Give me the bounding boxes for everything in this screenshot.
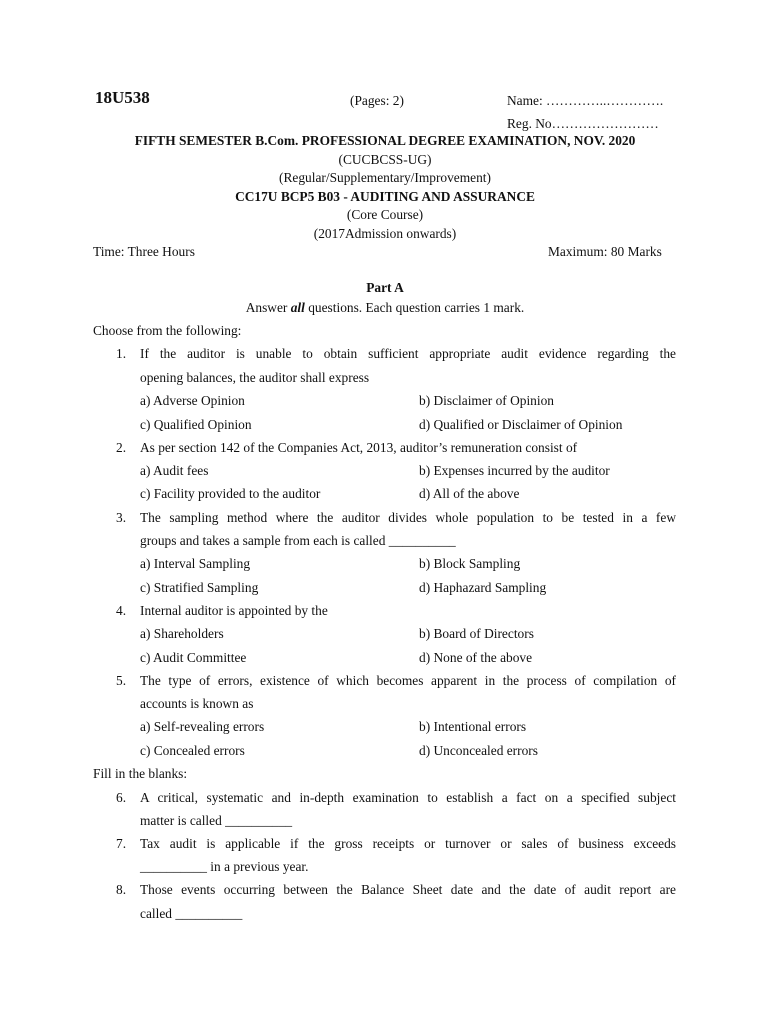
question-text: Those events occurring between the Balance Sheet date and the date of audit report are: [140, 882, 676, 897]
question-text: Tax audit is applicable if the gross receipts or turnover or sales of business exceeds: [140, 836, 676, 851]
question-number: 7.: [116, 836, 127, 851]
question-text-cont: groups and takes a sample from each is called __________: [140, 533, 456, 548]
option-b: b) Block Sampling: [419, 556, 521, 571]
instruction-pre: Answer: [245, 300, 291, 315]
question-number: 3.: [116, 510, 127, 525]
exam-scheme: (CUCBCSS-UG): [338, 152, 432, 167]
course-title: CC17U BCP5 B03 - AUDITING AND ASSURANCE: [235, 189, 535, 204]
option-b: b) Intentional errors: [419, 719, 527, 734]
option-c: c) Facility provided to the auditor: [140, 486, 321, 501]
question-text-cont: accounts is known as: [140, 696, 254, 711]
option-c: c) Audit Committee: [140, 650, 247, 665]
question-text-cont: matter is called __________: [140, 813, 293, 828]
option-a: a) Adverse Opinion: [140, 393, 245, 408]
time-allowed: Time: Three Hours: [93, 244, 195, 259]
option-d: d) Qualified or Disclaimer of Opinion: [419, 417, 623, 432]
part-instruction: [0, 300, 770, 316]
part-title: Part A: [366, 280, 404, 295]
instruction-post: questions. Each question carries 1 mark.: [304, 300, 525, 315]
instruction-emphasis: all: [290, 300, 305, 315]
option-c: c) Stratified Sampling: [140, 580, 259, 595]
question-number: 6.: [116, 790, 127, 805]
question-number: 4.: [116, 603, 127, 618]
option-a: a) Interval Sampling: [140, 556, 251, 571]
reg-no-field: Reg. No……………………: [507, 116, 659, 131]
option-d: d) All of the above: [419, 486, 520, 501]
question-number: 2.: [116, 440, 127, 455]
exam-type: (Regular/Supplementary/Improvement): [279, 170, 491, 185]
question-text: The type of errors, existence of which becomes apparent in the process of compilation of: [140, 673, 676, 688]
exam-title: FIFTH SEMESTER B.Com. PROFESSIONAL DEGREE EXAMINATION, NOV. 2020: [134, 133, 636, 148]
option-c: c) Concealed errors: [140, 743, 245, 758]
option-b: b) Disclaimer of Opinion: [419, 393, 554, 408]
option-a: a) Shareholders: [140, 626, 224, 641]
option-b: b) Expenses incurred by the auditor: [419, 463, 610, 478]
question-text: Internal auditor is appointed by the: [140, 603, 328, 618]
page-count: (Pages: 2): [350, 93, 404, 108]
admission-year: (2017Admission onwards): [313, 226, 457, 241]
maximum-marks: Maximum: 80 Marks: [548, 244, 662, 259]
question-text: If the auditor is unable to obtain sufficient appropriate audit evidence regarding the: [140, 346, 676, 361]
question-number: 1.: [116, 346, 127, 361]
question-number: 8.: [116, 882, 127, 897]
choose-heading: Choose from the following:: [93, 323, 242, 338]
question-text-cont: __________ in a previous year.: [140, 859, 309, 874]
question-text: As per section 142 of the Companies Act, 2013, auditor’s remuneration consist of: [140, 440, 578, 455]
option-d: d) Unconcealed errors: [419, 743, 538, 758]
option-d: d) Haphazard Sampling: [419, 580, 547, 595]
question-text: The sampling method where the auditor divides whole population to be tested in a few: [140, 510, 676, 525]
question-text-cont: opening balances, the auditor shall express: [140, 370, 370, 385]
option-d: d) None of the above: [419, 650, 533, 665]
option-a: a) Audit fees: [140, 463, 209, 478]
option-a: a) Self-revealing errors: [140, 719, 265, 734]
question-text-cont: called __________: [140, 906, 243, 921]
question-number: 5.: [116, 673, 127, 688]
question-text: A critical, systematic and in-depth examination to establish a fact on a specified subject: [140, 790, 676, 805]
name-field: Name: …………..………….: [507, 93, 664, 108]
course-type: (Core Course): [346, 207, 424, 222]
paper-code: 18U538: [95, 88, 150, 107]
option-b: b) Board of Directors: [419, 626, 534, 641]
option-c: c) Qualified Opinion: [140, 417, 252, 432]
fill-heading: Fill in the blanks:: [93, 766, 188, 781]
